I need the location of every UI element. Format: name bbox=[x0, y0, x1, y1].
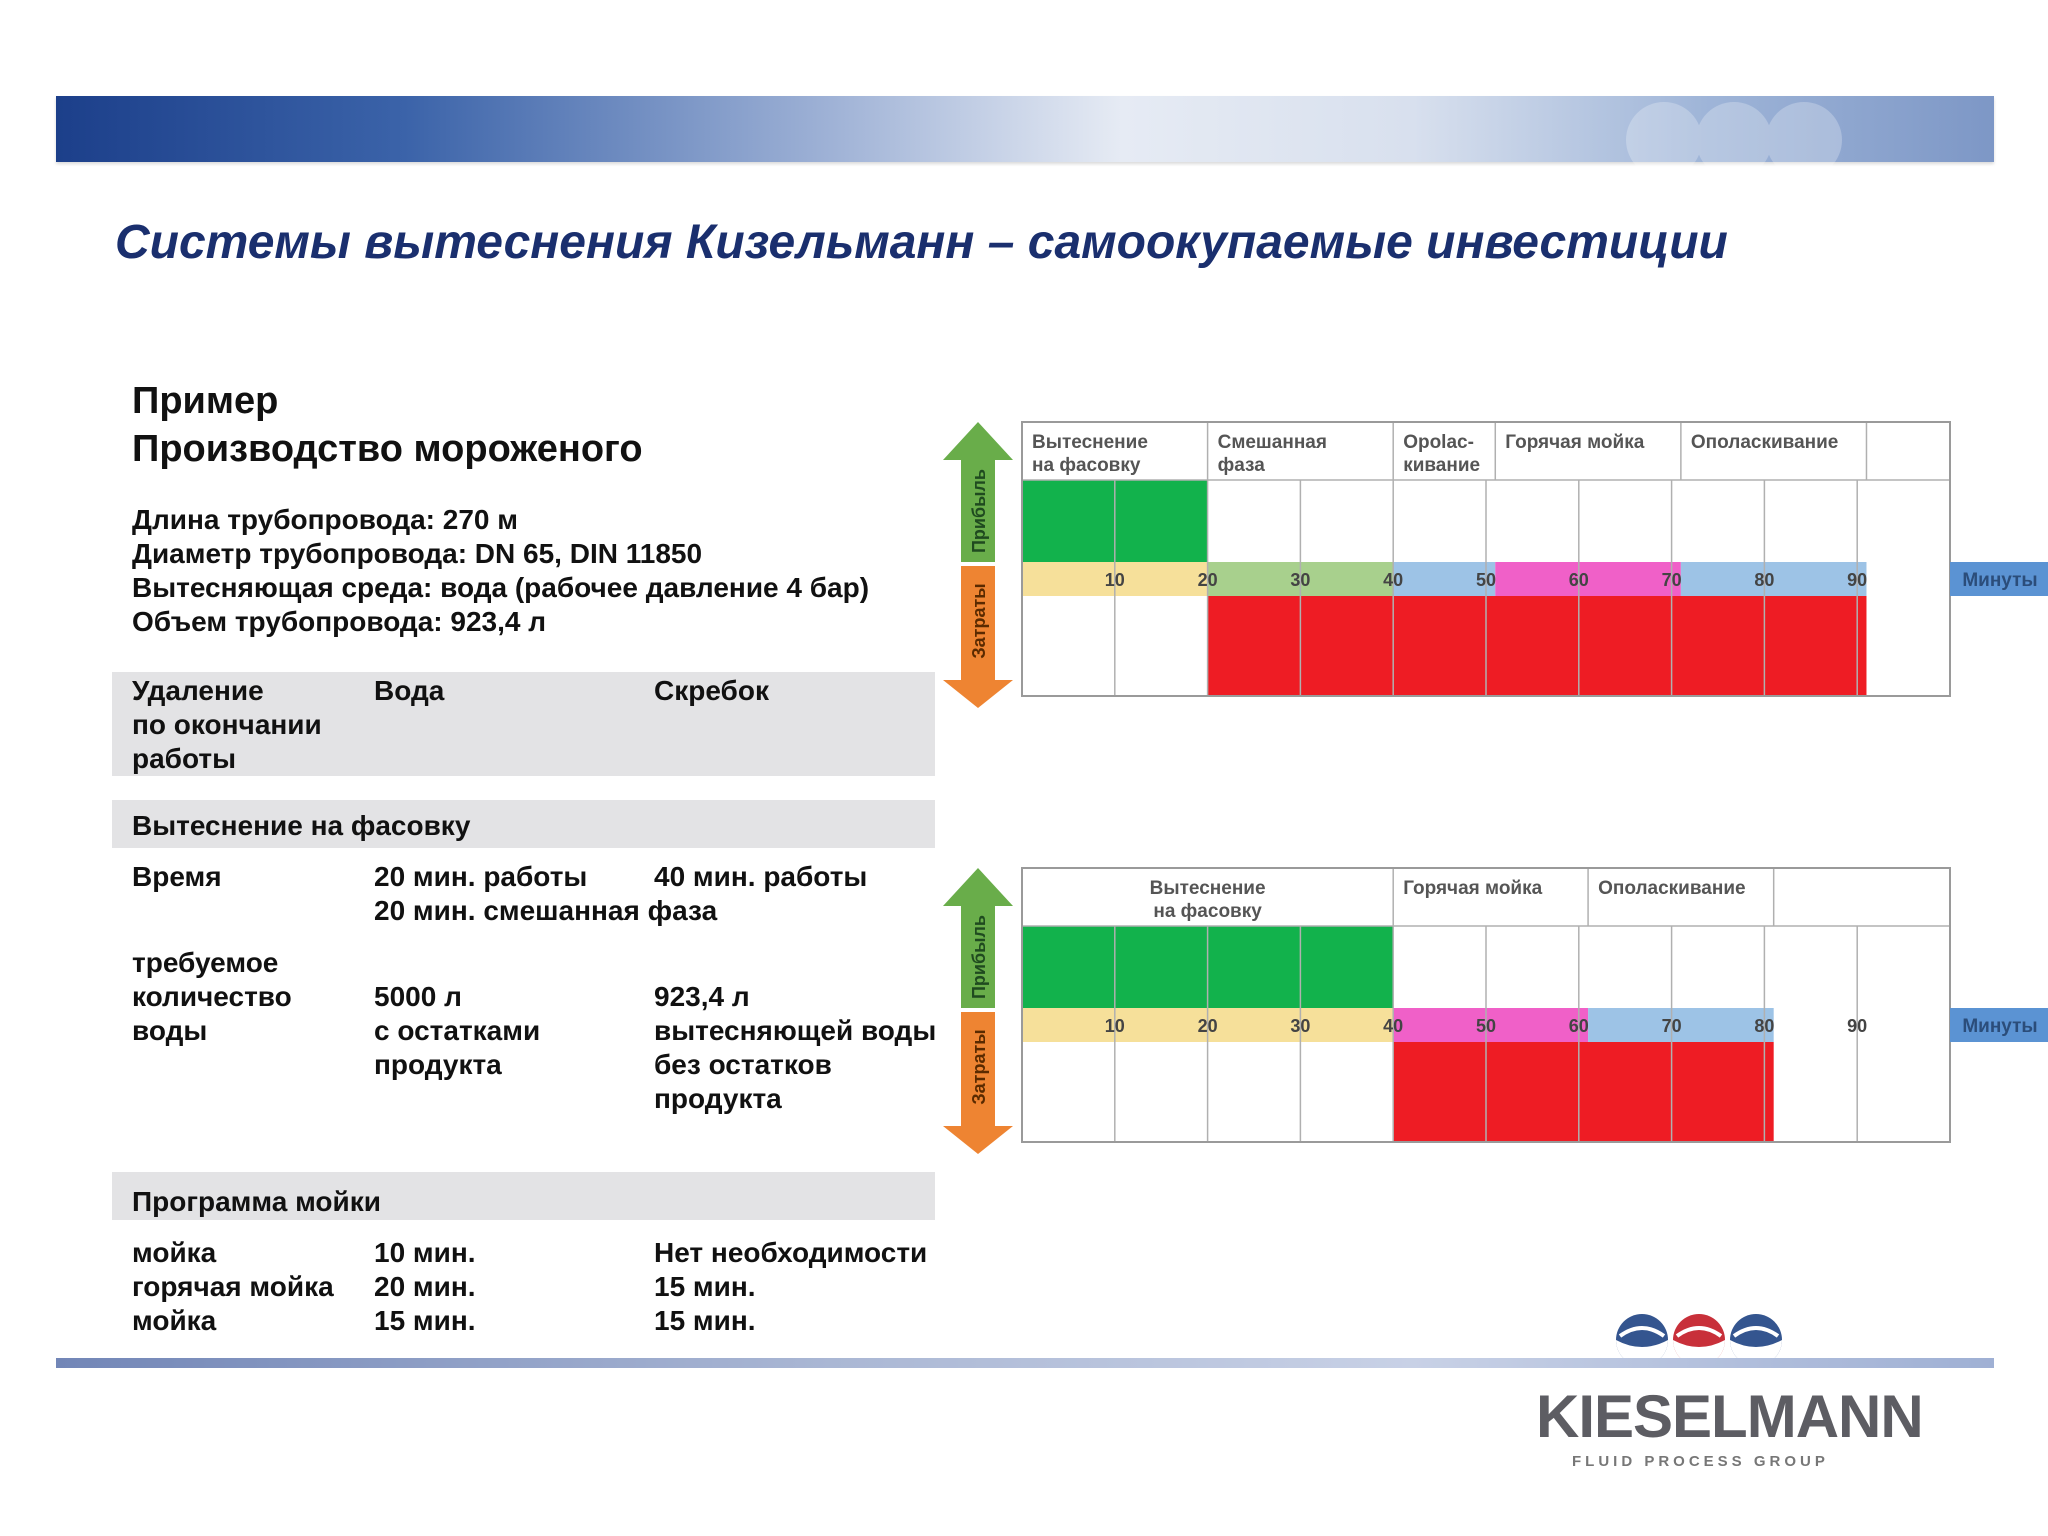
example-heading: Пример bbox=[132, 380, 279, 422]
tick-label-90: 90 bbox=[1847, 570, 1868, 590]
phase-label-1-0: Смешанная bbox=[1217, 432, 1327, 453]
kieselmann-logo bbox=[1530, 1310, 1923, 1480]
water-req-water-line1: 5000 л bbox=[374, 981, 462, 1012]
tick-label-30: 30 bbox=[1290, 1016, 1311, 1036]
phase-label-4-0: Ополаскивание bbox=[1690, 432, 1839, 453]
footer-line bbox=[56, 1358, 1994, 1368]
param-diameter: Диаметр трубопровода: DN 65, DIN 11850 bbox=[132, 538, 703, 569]
phase-label-1-1: фаза bbox=[1217, 455, 1265, 476]
phase-label-0-0: Вытеснение bbox=[1149, 878, 1266, 899]
tick-label-20: 20 bbox=[1197, 570, 1218, 590]
water-req-water-line3: продукта bbox=[374, 1049, 502, 1080]
profit-label: Прибыль bbox=[969, 915, 989, 999]
profit-label: Прибыль bbox=[969, 469, 989, 553]
water-req-water-line2: с остатками bbox=[374, 1015, 541, 1046]
timeline-chart-water bbox=[940, 418, 2038, 718]
water-req-pig-line4: продукта bbox=[654, 1083, 782, 1114]
tick-label-90: 90 bbox=[1847, 1016, 1868, 1036]
header-col1-line2: по окончании bbox=[132, 709, 322, 740]
time-water-line2: 20 мин. смешанная фаза bbox=[374, 895, 718, 926]
wash-label-3: мойка bbox=[132, 1305, 217, 1336]
tick-label-70: 70 bbox=[1661, 1016, 1682, 1036]
water-req-label-line3: воды bbox=[132, 1015, 208, 1046]
tick-label-40: 40 bbox=[1383, 1016, 1404, 1036]
timeline-chart-pig bbox=[940, 864, 2038, 1164]
wash-water-2: 20 мин. bbox=[374, 1271, 476, 1302]
example-subheading: Производство мороженого bbox=[132, 428, 643, 470]
tick-label-80: 80 bbox=[1754, 1016, 1775, 1036]
wash-label-1: мойка bbox=[132, 1237, 217, 1268]
header-decoration bbox=[1624, 100, 1844, 158]
phase-label-0-1: на фасовку bbox=[1153, 901, 1262, 922]
slide-title: Системы вытеснения Кизельманн – самоокупаемые инвестиции bbox=[115, 216, 1728, 269]
param-volume: Объем трубопровода: 923,4 л bbox=[132, 606, 547, 637]
time-label: Время bbox=[132, 861, 222, 892]
tick-label-50: 50 bbox=[1475, 570, 1497, 590]
axis-label: Минуты bbox=[1962, 1016, 2038, 1037]
cost-bar-0 bbox=[1393, 1042, 1773, 1142]
header-col1-line3: работы bbox=[132, 743, 237, 774]
tick-label-20: 20 bbox=[1197, 1016, 1218, 1036]
tick-label-10: 10 bbox=[1104, 570, 1125, 590]
wash-pig-3: 15 мин. bbox=[654, 1305, 756, 1336]
tick-label-50: 50 bbox=[1475, 1016, 1497, 1036]
wash-pig-2: 15 мин. bbox=[654, 1271, 756, 1302]
tick-label-60: 60 bbox=[1568, 570, 1589, 590]
water-req-pig-line1: 923,4 л bbox=[654, 981, 750, 1012]
wash-pig-1: Нет необходимости bbox=[654, 1237, 928, 1268]
tick-label-30: 30 bbox=[1290, 570, 1311, 590]
header-col1-line1: Удаление bbox=[132, 675, 264, 706]
tick-label-40: 40 bbox=[1383, 570, 1404, 590]
param-medium: Вытесняющая среда: вода (рабочее давление 4 бар) bbox=[132, 572, 870, 603]
cost-label: Затраты bbox=[969, 1029, 989, 1105]
water-req-pig-line3: без остатков bbox=[654, 1049, 832, 1080]
tick-label-10: 10 bbox=[1104, 1016, 1125, 1036]
phase-label-3-0: Горячая мойка bbox=[1505, 432, 1645, 453]
phase-label-0-1: на фасовку bbox=[1032, 455, 1141, 476]
header-col3: Скребок bbox=[654, 675, 769, 706]
section-title-washing: Программа мойки bbox=[132, 1186, 381, 1217]
param-length: Длина трубопровода: 270 м bbox=[132, 504, 518, 535]
logo-text: KIESELMANN bbox=[1536, 1383, 1923, 1450]
time-water-line1: 20 мин. работы bbox=[374, 861, 588, 892]
phase-label-2-0: Ополаскивание bbox=[1598, 878, 1746, 899]
tick-label-70: 70 bbox=[1661, 570, 1682, 590]
wash-water-3: 15 мин. bbox=[374, 1305, 476, 1336]
section-title-displacement: Вытеснение на фасовку bbox=[132, 810, 471, 841]
water-req-label-line2: количество bbox=[132, 981, 292, 1012]
phase-label-2-1: кивание bbox=[1403, 455, 1481, 476]
cost-bar-0 bbox=[1208, 596, 1867, 696]
water-req-label-line1: требуемое bbox=[132, 947, 279, 978]
header-col2: Вода bbox=[374, 675, 445, 706]
time-pig: 40 мин. работы bbox=[654, 861, 868, 892]
logo-subtitle: FLUID PROCESS GROUP bbox=[1572, 1453, 1829, 1470]
axis-label: Минуты bbox=[1962, 570, 2038, 591]
water-req-pig-line2: вытесняющей воды bbox=[654, 1015, 937, 1046]
wash-label-2: горячая мойка bbox=[132, 1271, 334, 1302]
cost-label: Затраты bbox=[969, 583, 989, 659]
tick-label-60: 60 bbox=[1568, 1016, 1589, 1036]
wash-water-1: 10 мин. bbox=[374, 1237, 476, 1268]
phase-label-1-0: Горячая мойка bbox=[1403, 878, 1543, 899]
phase-label-0-0: Вытеснение bbox=[1032, 432, 1148, 453]
tick-label-80: 80 bbox=[1754, 570, 1775, 590]
header-band bbox=[56, 96, 1994, 162]
phase-label-2-0: Оpolас- bbox=[1403, 432, 1474, 453]
